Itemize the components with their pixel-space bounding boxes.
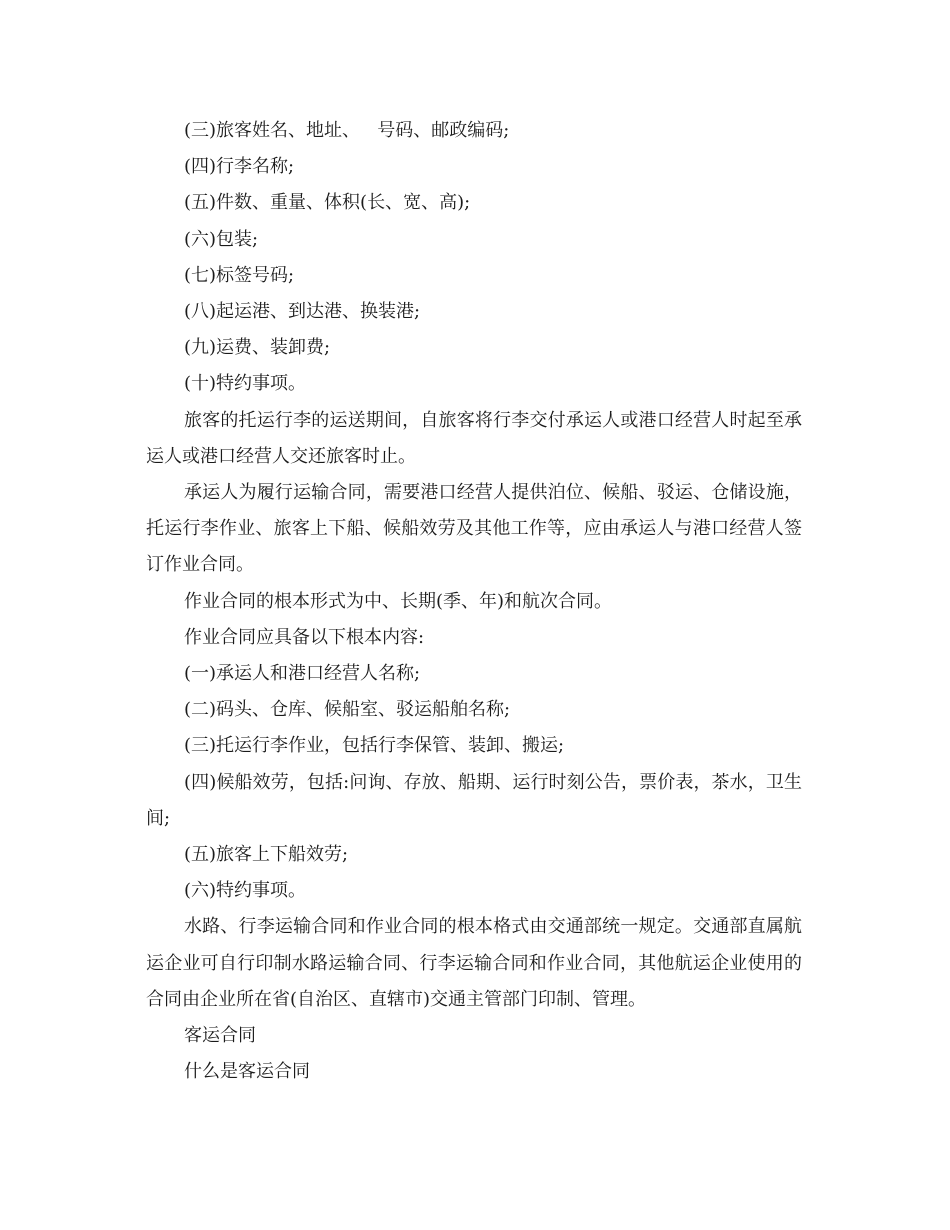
paragraph-content-1-names: (一)承运人和港口经营人名称; xyxy=(184,663,421,685)
paragraph-item-9-fees: (九)运费、装卸费; xyxy=(184,337,331,359)
paragraph-item-5-quantity: (五)件数、重量、体积(长、宽、高); xyxy=(184,192,471,214)
paragraph-transport-period: 旅客的托运行李的运送期间，自旅客将行李交付承运人或港口经营人时起至承运人或港口经营人交还旅客时止。 xyxy=(146,409,802,467)
paragraph-content-6-special-terms: (六)特约事项。 xyxy=(184,880,307,902)
paragraph-contract-forms: 作业合同的根本形式为中、长期(季、年)和航次合同。 xyxy=(184,590,613,612)
paragraph-content-2-facilities: (二)码头、仓库、候船室、驳运船舶名称; xyxy=(184,699,511,721)
paragraph-operation-contract-requirement: 承运人为履行运输合同，需要港口经营人提供泊位、候船、驳运、仓储设施，托运行李作业、旅客上下船、候船效劳及其他工作等，应由承运人与港口经营人签订作业合同。 xyxy=(146,482,802,576)
paragraph-item-8-ports: (八)起运港、到达港、换装港; xyxy=(184,301,421,323)
paragraph-item-3-passenger-info: (三)旅客姓名、地址、 号码、邮政编码; xyxy=(184,120,510,141)
paragraph-contract-contents-heading: 作业合同应具备以下根本内容: xyxy=(184,626,425,648)
section-heading-passenger-contract: 客运合同 xyxy=(184,1025,256,1047)
paragraph-content-5-boarding-service: (五)旅客上下船效劳; xyxy=(184,844,349,866)
paragraph-item-4-luggage-name: (四)行李名称; xyxy=(184,156,295,178)
paragraph-content-3-luggage-operation: (三)托运行李作业，包括行李保管、装卸、搬运; xyxy=(184,735,565,757)
paragraph-item-6-packaging: (六)包装; xyxy=(184,228,259,250)
paragraph-item-7-tag-number: (七)标签号码; xyxy=(184,264,295,286)
paragraph-contract-format-regulation: 水路、行李运输合同和作业合同的根本格式由交通部统一规定。交通部直属航运企业可自行印制水路运输合同、行李运输合同和作业合同，其他航运企业使用的合同由企业所在省(自治区、直辖市)交通主管部门印制、管理。 xyxy=(146,916,802,1010)
paragraph-item-10-special-terms: (十)特约事项。 xyxy=(184,373,307,395)
paragraph-content-4-waiting-service: (四)候船效劳，包括:问询、存放、船期、运行时刻公告，票价表，茶水，卫生间; xyxy=(146,771,802,829)
document-body xyxy=(146,113,802,1090)
section-heading-what-is-passenger-contract: 什么是客运合同 xyxy=(184,1061,310,1083)
